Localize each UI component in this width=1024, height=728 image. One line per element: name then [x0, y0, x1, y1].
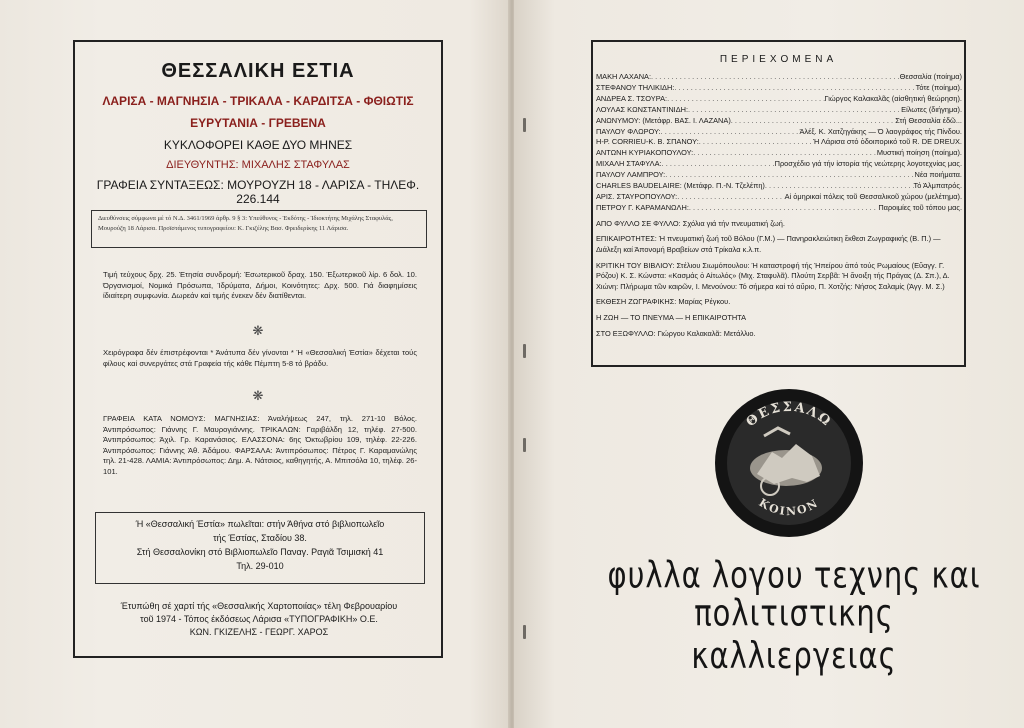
- toc-author: ΠΕΤΡΟΥ Γ. ΚΑΡΑΜΑΝΩΛΗ:: [596, 202, 689, 212]
- toc-from-leaf: ΑΠΟ ΦΥΛΛΟ ΣΕ ΦΥΛΛΟ: Σχόλια γιά τήν πνευματική ζωή.: [596, 218, 785, 228]
- sales-line: Στή Θεσσαλονίκη στό Βιβλιοπωλεῖο Παναγ. Ραγιᾶ Τσιμισκή 41: [136, 547, 384, 557]
- toc-work: Αί ὁμηρικαί πόλεις τοῦ Θεσσαλικοῦ χώρου (μελέτημα).: [784, 191, 962, 201]
- table-of-contents: [596, 72, 962, 339]
- sales-line: τής Έστίας, Σταδίου 38.: [213, 533, 307, 543]
- toc-entry: [596, 83, 962, 94]
- toc-leader-dots: [689, 203, 878, 214]
- toc-entry: [596, 105, 962, 116]
- toc-entry: [596, 181, 962, 192]
- toc-leader-dots: [731, 116, 895, 127]
- toc-leader-dots: [651, 72, 900, 83]
- toc-entry: [596, 148, 962, 159]
- regions-line-2: ΕΥΡΥΤΑΝΙΑ - ΓΡΕΒΕΝΑ: [190, 116, 326, 130]
- magazine-title: ΘΕΣΣΑΛΙΚΗ ΕΣΤΙΑ: [161, 60, 355, 82]
- staple: [523, 118, 526, 132]
- slogan-line-1: φυλλα λογου τεχνης και: [607, 553, 981, 597]
- toc-author: ΛΟΥΛΑΣ ΚΩΝΣΤΑΝΤΙΝΙΔΗ:: [596, 104, 689, 114]
- toc-current-events: ΕΠΙΚΑΙΡΟΤΗΤΕΣ: Ή πνευματική ζωή τοῦ Βόλου (Γ.Μ.) — Πανηρακλειώτικη ἔκθεσι Ζωγραφικής (Β. Π.) — Διάλεξη καί Άπονομή Βραβείων στά Τρίκαλα κ.λ.π.: [596, 234, 941, 254]
- toc-work: Γιώργος Καλακαλᾶς (αἰσθητική θεώρηση).: [824, 93, 962, 103]
- toc-work: Ή Λάρισα στό ὁδοιπορικό τοῦ R. DE DREUX.: [813, 137, 962, 147]
- director: ΔΙΕΥΘΥΝΤΗΣ: ΜΙΧΑΛΗΣ ΣΤΑΦΥΛΑΣ: [166, 159, 350, 171]
- regions-line-1: ΛΑΡΙΣΑ - ΜΑΓΝΗΣΙΑ - ΤΡΙΚΑΛΑ - ΚΑΡΔΙΤΣΑ - ΦΘΙΩΤΙΣ: [102, 94, 414, 108]
- publication-frequency: ΚΥΚΛΟΦΟΡΕΙ ΚΑΘΕ ΔΥΟ ΜΗΝΕΣ: [163, 138, 353, 152]
- regional-offices-paragraph: ΓΡΑΦΕΙΑ ΚΑΤΑ ΝΟΜΟΥΣ: ΜΑΓΝΗΣΙΑΣ: Άναλήψεως 247, τηλ. 271-10 Βόλος. Άντιπρόσωπος: Γιάννης Γ. Μαυρογιάννης. ΤΡΙΚΑΛΩΝ: Γαριβάλδη 12, τηλέφ. 27-500. Άντιπρόσωπος: Άχιλ. Γρ. Καρανάσιος. ΕΛΑΣΣΟΝΑ: 6ης Όκτωβρίου 109, τηλέφ. 22-226. Άντιπρόσωπος: Γιάννης Άθ. Άδάμου. ΦΑΡΣΑΛΑ: Άντιπρόσωπος: Πέτρος Γ. Καραμανώλης τηλ. 21-428. ΛΑΜΙΑ: Άντιπρόσωπος: Δημ. Α. Νάτσιος, καθηγητής, Α. Μπιτσόλα 10, τηλέφ. 26-101.: [103, 414, 417, 476]
- toc-author: ΑΝΤΩΝΗ ΚΥΡΙΑΚΟΠΟΥΛΟΥ:: [596, 148, 694, 158]
- contents-frame: [591, 40, 966, 367]
- toc-entry: [596, 159, 962, 170]
- colophon-line: Έτυπώθη σέ χαρτί τής «Θεσσαλικής Χαρτοποιίας» τέλη Φεβρουαρίου: [120, 601, 398, 611]
- toc-entry: [596, 127, 962, 138]
- toc-work: Τό Άλμπατρός.: [913, 181, 962, 191]
- printing-colophon: [91, 600, 427, 639]
- sales-line: Τηλ. 29-010: [236, 561, 284, 571]
- toc-author: ΜΙΧΑΛΗ ΣΤΑΦΥΛΑ:: [596, 159, 662, 169]
- toc-leader-dots: [765, 181, 914, 192]
- left-page: [0, 0, 510, 728]
- toc-leader-dots: [688, 105, 901, 116]
- toc-work: Στή Θεσσαλία ἐδῶ...: [895, 115, 962, 125]
- toc-leader-dots: [693, 148, 877, 159]
- toc-author: ΣΤΕΦΑΝΟΥ ΤΗΛΙΚΙΔΗ:: [596, 82, 675, 92]
- slogan-line-2: πολιτιστικης καλλιεργειας: [691, 591, 897, 677]
- toc-author: ΠΑΥΛΟΥ ΛΑΜΠΡΟΥ:: [596, 170, 666, 180]
- toc-author: CHARLES BAUDELAIRE: (Μετάφρ. Π.-Ν. Τζελέπη): [596, 181, 765, 191]
- legal-notice-box: Διευθύνσεις σύμφωνα μέ τό Ν.Δ. 3461/1969 άρθρ. 9 § 3: Υπεύθυνος - Έκδότης - Ίδιοκτήτης Μιχάλης Σταφυλάς, Μουρούζη 18 Λάρισα. Προϊστάμενος τυπογραφείου: Κ. Γκιζέλης Βασ. Φρειδερίκης 11 Λάρισα.: [91, 210, 427, 248]
- toc-cover: ΣΤΟ ΕΞΩΦΥΛΛΟ: Γιώργου Καλακαλᾶ: Μετάλλιο.: [596, 328, 756, 338]
- toc-life-spirit: Η ΖΩΗ — ΤΟ ΠΝΕΥΜΑ — Η ΕΠΙΚΑΙΡΟΤΗΤΑ: [596, 312, 747, 322]
- thessalian-coin-icon: [712, 386, 866, 540]
- toc-work: Θεσσαλία (ποίημα): [899, 72, 962, 81]
- coin-top-inscription: ΘΕΣΣΑΛΩ: [743, 399, 835, 431]
- toc-work: Άλέξ. Κ. Χατζηγάκης — Ό λαογράφος τής Πίνδου.: [799, 126, 962, 136]
- staple: [523, 625, 526, 639]
- masthead-frame: [73, 40, 443, 658]
- editorial-offices: ΓΡΑΦΕΙΑ ΣΥΝΤΑΞΕΩΣ: ΜΟΥΡΟΥΖΗ 18 - ΛΑΡΙΣΑ - ΤΗΛΕΦ. 226.144: [96, 178, 420, 206]
- toc-leader-dots: [677, 192, 784, 203]
- toc-leader-dots: [661, 127, 800, 138]
- toc-entry: [596, 137, 962, 148]
- toc-author: ΜΑΚΗ ΛΑΧΑΝΑ:: [596, 72, 652, 81]
- toc-work: Μυστική ποίηση (ποίημα).: [876, 148, 962, 158]
- toc-entry: [596, 94, 962, 105]
- toc-work: Είλωτες (διήγημα).: [901, 104, 962, 114]
- toc-leader-dots: [662, 159, 775, 170]
- toc-work: Νέα ποιήματα.: [914, 170, 962, 180]
- toc-work: Προσχέδιο γιά τήν ἱστορία τής νεώτερης λογοτεχνίας μας.: [774, 159, 962, 169]
- toc-author: ΠΑΥΛΟΥ ΦΛΩΡΟΥ:: [596, 126, 661, 136]
- toc-leader-dots: [674, 83, 915, 94]
- toc-entry: [596, 116, 962, 127]
- sales-line: Ή «Θεσσαλική Έστία» πωλεῖται: στήν Άθήνα στό βιβλιοπωλεῖο: [135, 519, 385, 529]
- toc-painting-exhibit: ΕΚΘΕΣΗ ΖΩΓΡΑΦΙΚΗΣ: Μαρίας Ρέγκου.: [596, 297, 731, 307]
- toc-work: Παροιμίες τοῦ τόπου μας.: [878, 202, 962, 212]
- staple: [523, 344, 526, 358]
- contents-title: ΠΕΡΙΕΧΟΜΕΝΑ: [719, 54, 838, 65]
- toc-work: Τότε (ποίημα).: [915, 82, 962, 92]
- price-paragraph: Τιμή τεύχους δρχ. 25. Έτησία συνδρομή: Έσωτερικοῦ δραχ. 150. Έξωτερικοῦ λίρ. 6 δολ. 10. Όργανισμοί, Νομικά Πρόσωπα, Ίδρύματα, Δήμοι, Κοινότητες: Δρχ. 500. Γιά διαφημίσεις ίδιαίτερη συμφωνία. Δωρεάν καί τιμής ένεκεν δέν διατίθενται.: [103, 270, 417, 301]
- colophon-line: τοῦ 1974 - Τόπος έκδόσεως Λάρισα «ΤΥΠΟΓΡΑΦΙΚΗ» Ο.Ε.: [140, 614, 378, 624]
- toc-author: Η-Ρ. CORRIEU-Κ. Β. ΣΠΑΝΟΥ:: [596, 137, 699, 147]
- toc-entry: [596, 72, 962, 83]
- sales-points-box: [95, 512, 425, 584]
- toc-leader-dots: [699, 137, 813, 148]
- toc-entry: [596, 192, 962, 203]
- toc-author: ΑΝΩΝΥΜΟΥ: (Μετάφρ. ΒΑΣ. Ι. ΛΑΖΑΝΑ): [596, 115, 731, 125]
- colophon-line: ΚΩΝ. ΓΚΙΖΕΛΗΣ - ΓΕΩΡΓ. ΧΑΡΟΣ: [189, 627, 329, 637]
- star-ornament-icon: ❋: [252, 323, 264, 338]
- toc-author: ΑΝΔΡΕΑ Σ. ΤΣΟΥΡΑ:: [596, 93, 668, 103]
- staple: [523, 438, 526, 452]
- toc-entry: [596, 170, 962, 181]
- toc-entry: [596, 203, 962, 214]
- coin-bottom-inscription: ΚΟΙΝΟΝ: [756, 496, 822, 519]
- right-page: [514, 0, 1024, 728]
- toc-book-review: ΚΡΙΤΙΚΗ ΤΟΥ ΒΙΒΛΙΟΥ: Στέλιου Σιωμόπουλου: Ή καταστροφή τής Ήπείρου ἀπό τούς Ρωμαίους (Εὔαγγ. Γ. Ρόζου) Κ. Σ. Κώνστα: «Κασμάς ὁ Αἰτωλός» (Μιχ. Σταφυλᾶ). Πλούτη Σερβᾶ: Ή ἄνοιξη τής Πράγας (Δ. Σπ.), Δ. Χιώνη: Πλήρωμα τῶν καιρῶν, Ι. Μενούνου: Τό σήμερα καί τό αὔριο, Π. Χοτζής: Νήσος Σαλαμίς (Άγγ. Μ. Σ.): [596, 260, 950, 291]
- toc-leader-dots: [667, 94, 824, 105]
- toc-author: ΑΡΙΣ. ΣΤΑΥΡΟΠΟΥΛΟΥ:: [596, 191, 678, 201]
- star-ornament-icon: ❋: [252, 388, 264, 403]
- manuscripts-paragraph: Χειρόγραφα δέν έπιστρέφονται * Άνάτυπα δέν γίνονται * Ή «Θεσσαλική Έστία» δέχεται τούς φίλους καί συνεργάτες στά Γραφεία τής κάθε Πέμπτη 5-8 τό βράδυ.: [103, 348, 417, 368]
- toc-leader-dots: [665, 170, 914, 181]
